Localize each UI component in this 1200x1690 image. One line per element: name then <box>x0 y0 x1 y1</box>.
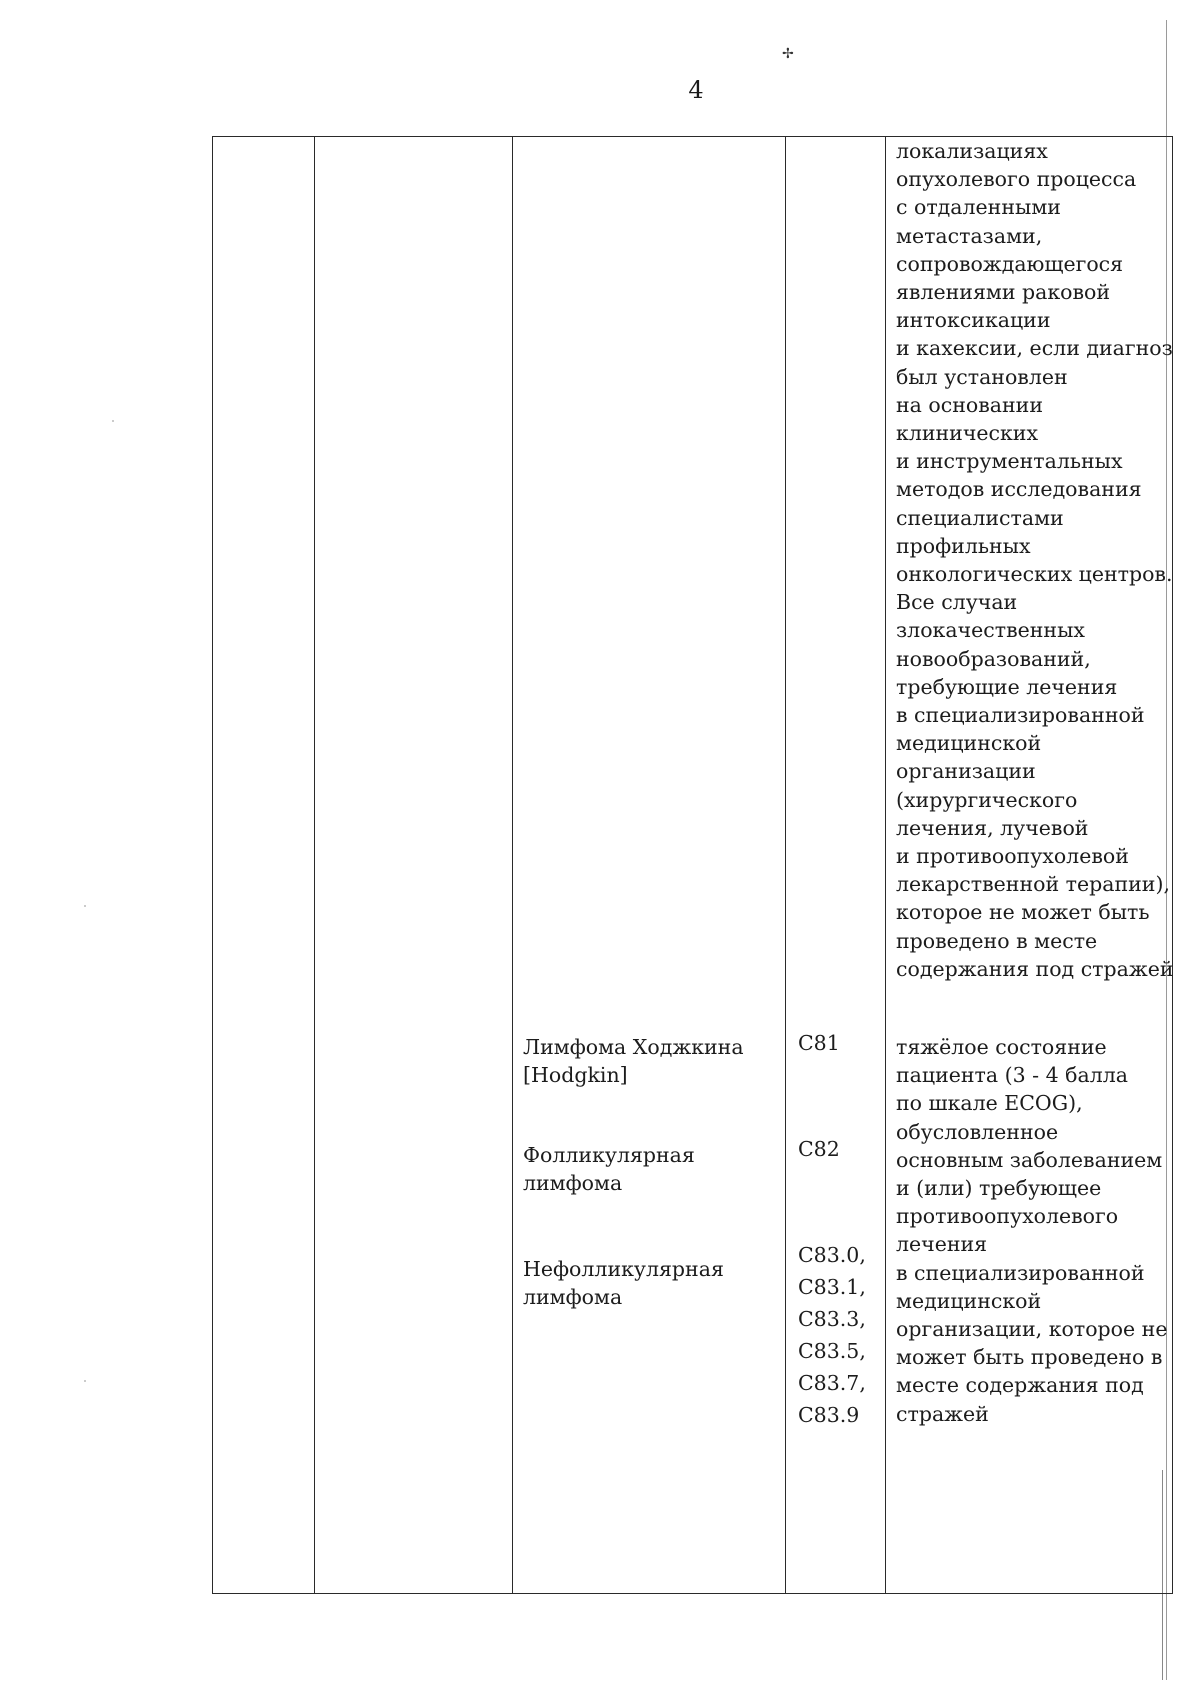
text-line: пациента (3 - 4 балла <box>896 1063 1128 1088</box>
text-line: лечения <box>896 1232 988 1257</box>
cell-diagnosis <box>513 137 786 1594</box>
text-line: сопровождающегося <box>896 251 1124 276</box>
text-line: основным заболеванием <box>896 1147 1163 1172</box>
text-line: в специализированной <box>896 1260 1145 1285</box>
text-line: Нефолликулярная <box>523 1257 724 1281</box>
cell-number <box>213 137 315 1594</box>
text-line: с отдаленными <box>896 195 1061 220</box>
text-line: специалистами <box>896 505 1064 530</box>
text-line: месте содержания под <box>896 1373 1144 1398</box>
text-line: лимфома <box>523 1171 623 1196</box>
text-line: организации, которое не <box>896 1317 1168 1342</box>
text-line: лимфома <box>523 1285 623 1310</box>
text-line: противоопухолевого <box>896 1204 1119 1229</box>
text-line: C82 <box>798 1137 840 1161</box>
text-line: C83.5, <box>798 1339 866 1363</box>
text-line: лечения, лучевой <box>896 815 1089 840</box>
cell-criteria <box>886 137 1173 1594</box>
text-line: опухолевого процесса <box>896 167 1137 192</box>
text-line: требующие лечения <box>896 674 1118 699</box>
text-line: и (или) требующее <box>896 1176 1102 1201</box>
text-line: на основании <box>896 392 1043 417</box>
text-line: новообразований, <box>896 646 1091 671</box>
text-line: может быть проведено в <box>896 1345 1163 1370</box>
code-c82 <box>798 1135 840 1163</box>
diagnosis-follicular <box>523 1141 695 1197</box>
text-line: C83.9 <box>798 1403 860 1427</box>
text-line: и инструментальных <box>896 449 1123 474</box>
text-line: C83.3, <box>798 1307 866 1331</box>
cell-code <box>786 137 886 1594</box>
text-line: Все случаи <box>896 590 1018 615</box>
text-line: метастазами, <box>896 223 1043 248</box>
text-line: стражей <box>896 1401 989 1426</box>
scan-dot <box>112 420 114 422</box>
code-c81 <box>798 1029 840 1057</box>
text-line: медицинской <box>896 1288 1042 1313</box>
text-line: злокачественных <box>896 618 1085 643</box>
text-line: содержания под стражей <box>896 956 1174 981</box>
scan-dot <box>84 905 86 907</box>
diagnosis-nonfollicular <box>523 1255 724 1311</box>
criteria-lymphoma <box>896 1033 1167 1428</box>
text-line: по шкале ECOG), <box>896 1091 1083 1116</box>
text-line: которое не может быть <box>896 900 1150 925</box>
text-line: (хирургического <box>896 787 1078 812</box>
text-line: и кахексии, если диагноз <box>896 336 1173 361</box>
text-line: методов исследования <box>896 477 1142 502</box>
text-line: профильных <box>896 533 1031 558</box>
text-line: C83.7, <box>798 1371 866 1395</box>
page-number: 4 <box>688 76 704 104</box>
text-line: тяжёлое состояние <box>896 1035 1107 1059</box>
text-line: лекарственной терапии), <box>896 872 1170 897</box>
text-line: и противоопухолевой <box>896 844 1129 869</box>
text-line: в специализированной <box>896 703 1145 728</box>
cell-article <box>315 137 513 1594</box>
text-line: обусловленное <box>896 1119 1059 1144</box>
text-line: Лимфома Ходжкина <box>523 1035 744 1059</box>
text-line: был установлен <box>896 364 1068 389</box>
text-line: Фолликулярная <box>523 1143 695 1167</box>
text-line: C83.0, <box>798 1243 866 1267</box>
scan-dot <box>84 1380 86 1382</box>
text-line: явлениями раковой <box>896 280 1111 305</box>
text-line: проведено в месте <box>896 928 1098 953</box>
text-line: [Hodgkin] <box>523 1063 628 1088</box>
text-line: локализациях <box>896 139 1048 163</box>
text-line: клинических <box>896 421 1039 446</box>
code-c83 <box>798 1239 866 1431</box>
text-line: медицинской <box>896 731 1042 756</box>
text-line: организации <box>896 759 1036 784</box>
text-line: C83.1, <box>798 1275 866 1299</box>
text-line: онкологических центров. <box>896 562 1173 587</box>
table-row <box>213 137 1173 1594</box>
text-line: интоксикации <box>896 308 1051 333</box>
criteria-continuation <box>896 137 1174 983</box>
scan-speck: ✢ <box>782 46 794 62</box>
diagnosis-hodgkin <box>523 1033 744 1089</box>
text-line: C81 <box>798 1031 840 1055</box>
document-table <box>212 136 1173 1594</box>
